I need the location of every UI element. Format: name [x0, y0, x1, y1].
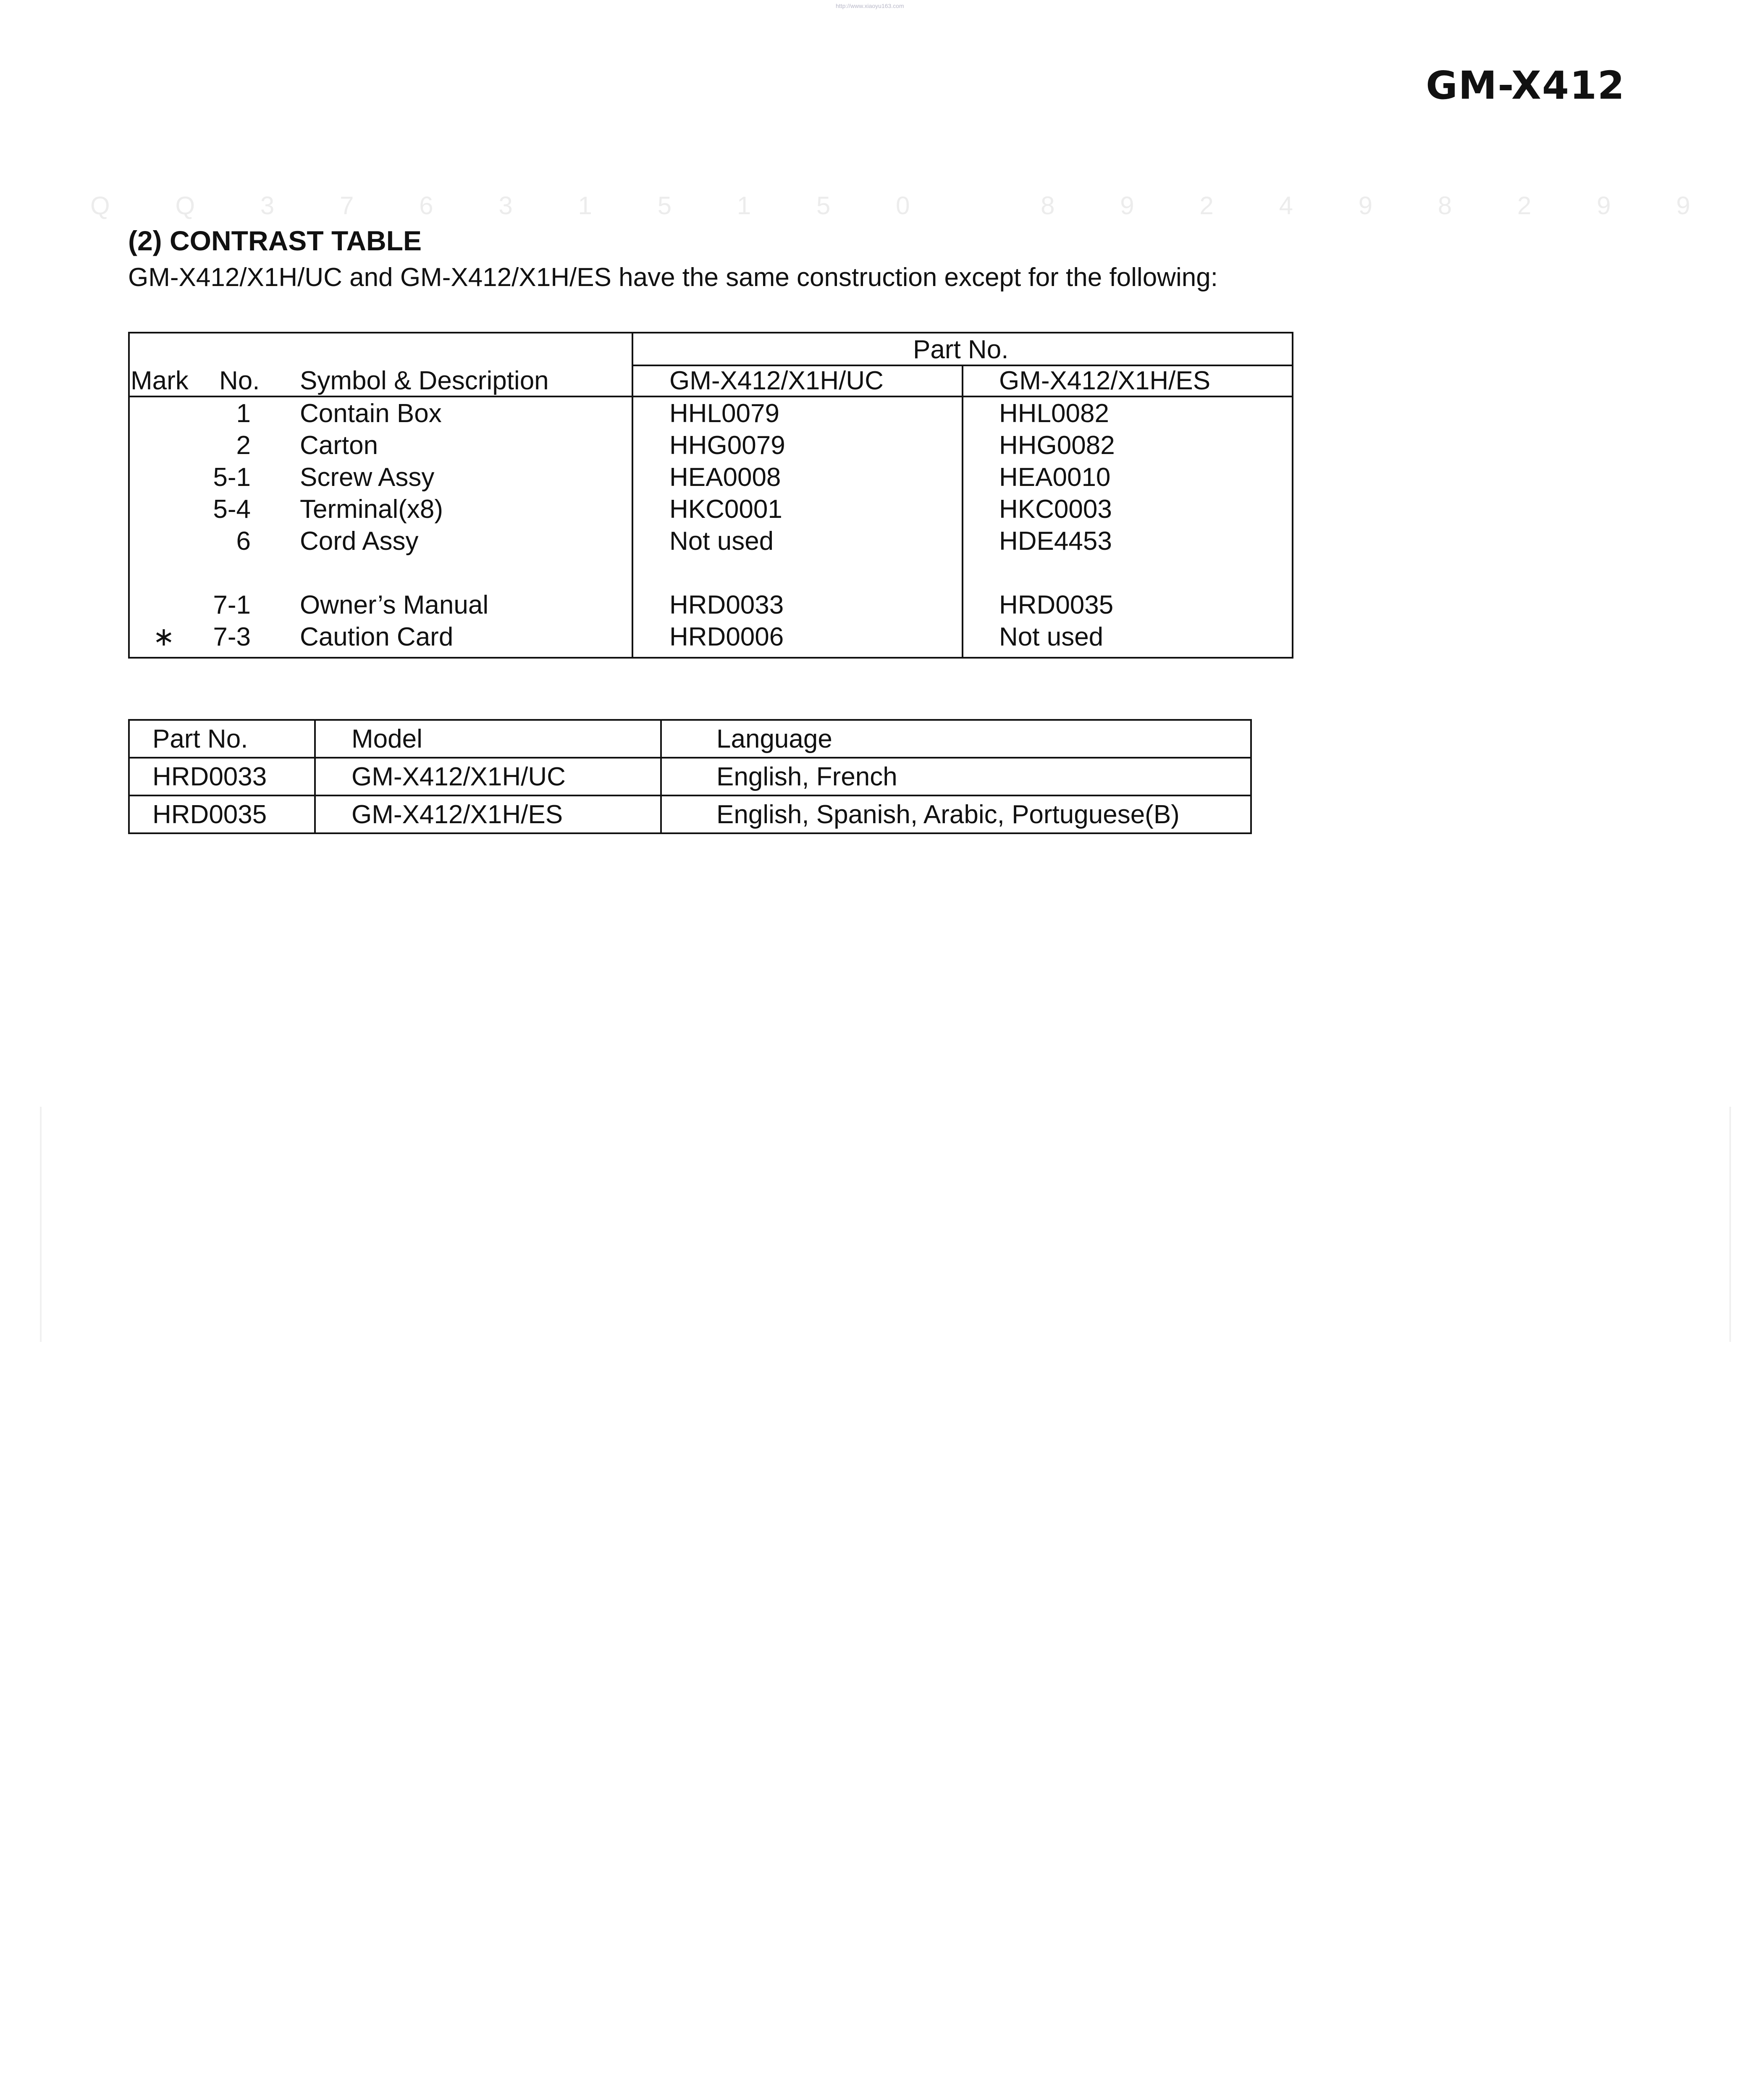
row-desc: Owner’s Manual — [300, 591, 489, 620]
header-part-no: Part No. — [129, 720, 315, 758]
cell-model: GM-X412/X1H/UC — [315, 758, 661, 795]
row-uc: HRD0006 — [669, 622, 784, 651]
header-description: Symbol & Description — [300, 366, 549, 395]
row-uc: HEA0008 — [669, 463, 781, 492]
intro-text: GM-X412/X1H/UC and GM-X412/X1H/ES have the same construction except for the following: — [128, 263, 1218, 292]
row-es: HHL0082 — [999, 399, 1109, 428]
row-uc: Not used — [669, 527, 774, 556]
part-no-header: Part No. — [913, 335, 1009, 364]
contrast-table — [128, 332, 1293, 659]
row-es: HDE4453 — [999, 527, 1112, 556]
row-no: 5-1 — [213, 463, 251, 492]
row-uc: HKC0001 — [669, 495, 782, 524]
header-language: Language — [661, 720, 1251, 758]
row-no: 2 — [236, 431, 251, 460]
watermark-char: 3 — [498, 192, 513, 220]
row-uc: HHG0079 — [669, 431, 785, 460]
cell-language: English, Spanish, Arabic, Portuguese(B) — [661, 795, 1251, 833]
row-no: 6 — [236, 527, 251, 556]
watermark-char: 5 — [657, 192, 672, 220]
row-no: 7-1 — [213, 591, 251, 620]
header-model: Model — [315, 720, 661, 758]
row-es: HHG0082 — [999, 431, 1115, 460]
cell-model: GM-X412/X1H/ES — [315, 795, 661, 833]
scan-artifact-left — [40, 1107, 42, 1342]
row-no: 1 — [236, 399, 251, 428]
row-desc: Carton — [300, 431, 378, 460]
cell-part-no: HRD0033 — [129, 758, 315, 795]
row-es: Not used — [999, 622, 1104, 651]
table-row — [129, 758, 1251, 795]
header-es: GM-X412/X1H/ES — [999, 366, 1211, 395]
watermark-char: Q — [175, 192, 195, 220]
watermark-char: 8 — [1041, 192, 1055, 220]
watermark-char: 3 — [260, 192, 275, 220]
table-header-row — [129, 720, 1251, 758]
watermark-char: 2 — [1517, 192, 1532, 220]
watermark-char: 9 — [1597, 192, 1611, 220]
header-mark: Mark — [131, 366, 189, 395]
scan-artifact-right — [1729, 1107, 1731, 1342]
header-no: No. — [219, 366, 260, 395]
watermark-char: 8 — [1437, 192, 1452, 220]
row-desc: Caution Card — [300, 622, 454, 651]
watermark-char: 6 — [419, 192, 433, 220]
row-es: HKC0003 — [999, 495, 1112, 524]
row-no: 5-4 — [213, 495, 251, 524]
row-uc: HHL0079 — [669, 399, 779, 428]
cell-language: English, French — [661, 758, 1251, 795]
language-table — [128, 719, 1252, 834]
watermark-char: 0 — [896, 192, 910, 220]
watermark-char: 4 — [1279, 192, 1293, 220]
row-no: 7-3 — [213, 622, 251, 651]
watermark-char: 2 — [1199, 192, 1214, 220]
header-uc: GM-X412/X1H/UC — [669, 366, 884, 395]
model-header: GM-X412 — [1426, 63, 1625, 108]
watermark-char: Q — [90, 192, 110, 220]
rule-header — [130, 396, 1292, 397]
cell-part-no: HRD0035 — [129, 795, 315, 833]
watermark-char: 9 — [1676, 192, 1690, 220]
row-es: HEA0010 — [999, 463, 1111, 492]
row-desc: Terminal(x8) — [300, 495, 443, 524]
watermark-char: 7 — [340, 192, 354, 220]
divider-models — [962, 365, 963, 657]
row-mark: ∗ — [153, 622, 175, 651]
divider-partno — [632, 333, 633, 657]
top-url: http://www.xiaoyu163.com — [836, 3, 904, 9]
row-desc: Cord Assy — [300, 527, 419, 556]
watermark-char: 1 — [737, 192, 751, 220]
watermark-char: 5 — [816, 192, 831, 220]
watermark-char: 9 — [1358, 192, 1373, 220]
table-row — [129, 795, 1251, 833]
section-title: (2) CONTRAST TABLE — [128, 225, 422, 256]
watermark-char: 9 — [1120, 192, 1134, 220]
row-uc: HRD0033 — [669, 591, 784, 620]
row-desc: Screw Assy — [300, 463, 435, 492]
row-es: HRD0035 — [999, 591, 1114, 620]
row-desc: Contain Box — [300, 399, 442, 428]
watermark-top — [90, 191, 1690, 220]
watermark-char: 1 — [578, 192, 592, 220]
